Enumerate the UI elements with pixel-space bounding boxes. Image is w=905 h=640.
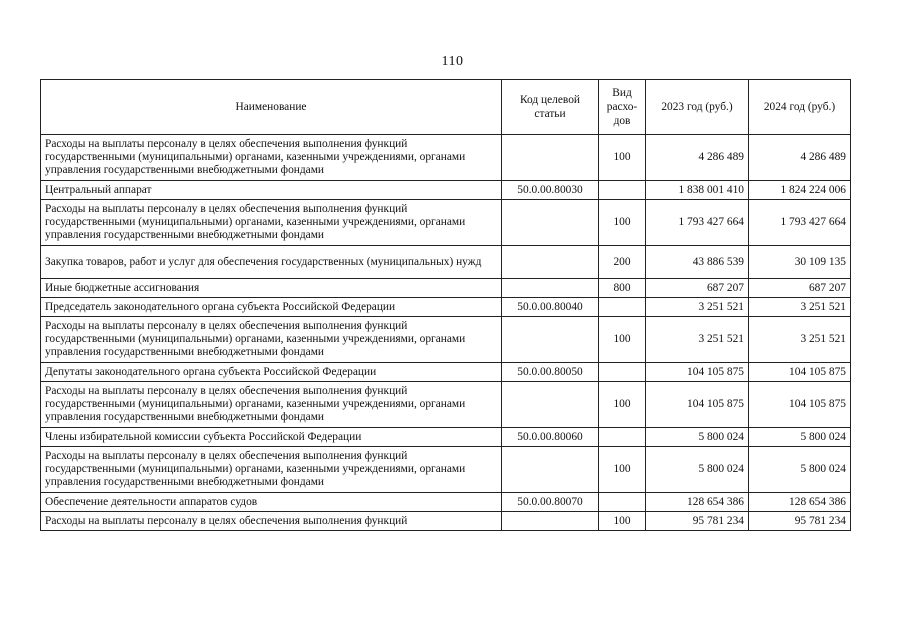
page-number: 110 (441, 54, 464, 69)
row-type: 800 (599, 279, 646, 298)
table-row (41, 135, 851, 181)
row-name: Расходы на выплаты персоналу в целях обеспечения выполнения функций государственными (муниципальными) органами, казенными учреждениями, органами управления государственными внебюджетными фондами (41, 317, 502, 363)
table-row (41, 382, 851, 428)
row-type: 100 (599, 135, 646, 181)
row-code (502, 447, 599, 493)
row-value-2024: 30 109 135 (749, 246, 851, 279)
table-row (41, 181, 851, 200)
row-code: 50.0.00.80050 (502, 363, 599, 382)
row-name: Председатель законодательного органа субъекта Российской Федерации (41, 298, 502, 317)
row-value-2023: 4 286 489 (646, 135, 749, 181)
row-code (502, 512, 599, 531)
table-row (41, 317, 851, 363)
row-name: Депутаты законодательного органа субъекта Российской Федерации (41, 363, 502, 382)
row-code (502, 246, 599, 279)
row-value-2023: 104 105 875 (646, 363, 749, 382)
header-type: Вид расхо-дов (599, 80, 646, 135)
row-type (599, 428, 646, 447)
row-name: Члены избирательной комиссии субъекта Российской Федерации (41, 428, 502, 447)
row-type (599, 181, 646, 200)
row-name: Закупка товаров, работ и услуг для обеспечения государственных (муниципальных) нужд (41, 246, 502, 279)
row-value-2024: 128 654 386 (749, 493, 851, 512)
header-code: Код целевой статьи (502, 80, 599, 135)
table-row (41, 298, 851, 317)
row-code (502, 279, 599, 298)
header-name: Наименование (41, 80, 502, 135)
row-value-2023: 128 654 386 (646, 493, 749, 512)
table-row (41, 363, 851, 382)
row-value-2024: 1 824 224 006 (749, 181, 851, 200)
row-code (502, 200, 599, 246)
header-2024: 2024 год (руб.) (749, 80, 851, 135)
row-type: 100 (599, 382, 646, 428)
row-value-2023: 5 800 024 (646, 447, 749, 493)
row-name: Расходы на выплаты персоналу в целях обеспечения выполнения функций государственными (муниципальными) органами, казенными учреждениями, органами управления государственными внебюджетными фондами (41, 200, 502, 246)
table-row (41, 279, 851, 298)
row-name: Расходы на выплаты персоналу в целях обеспечения выполнения функций государственными (муниципальными) органами, казенными учреждениями, органами управления государственными внебюджетными фондами (41, 447, 502, 493)
row-value-2024: 5 800 024 (749, 428, 851, 447)
row-code: 50.0.00.80040 (502, 298, 599, 317)
table-row (41, 493, 851, 512)
row-value-2023: 43 886 539 (646, 246, 749, 279)
row-value-2024: 4 286 489 (749, 135, 851, 181)
row-type: 200 (599, 246, 646, 279)
row-value-2024: 3 251 521 (749, 317, 851, 363)
row-name: Иные бюджетные ассигнования (41, 279, 502, 298)
row-type (599, 493, 646, 512)
header-2023: 2023 год (руб.) (646, 80, 749, 135)
table-row (41, 428, 851, 447)
row-value-2024: 5 800 024 (749, 447, 851, 493)
row-value-2023: 5 800 024 (646, 428, 749, 447)
row-name: Расходы на выплаты персоналу в целях обеспечения выполнения функций государственными (муниципальными) органами, казенными учреждениями, органами управления государственными внебюджетными фондами (41, 135, 502, 181)
row-type: 100 (599, 317, 646, 363)
row-value-2024: 687 207 (749, 279, 851, 298)
row-code (502, 317, 599, 363)
table-row (41, 246, 851, 279)
row-value-2023: 3 251 521 (646, 298, 749, 317)
row-code: 50.0.00.80070 (502, 493, 599, 512)
row-code: 50.0.00.80030 (502, 181, 599, 200)
table-header-row (41, 80, 851, 135)
row-value-2024: 104 105 875 (749, 363, 851, 382)
row-value-2023: 687 207 (646, 279, 749, 298)
row-name: Расходы на выплаты персоналу в целях обеспечения выполнения функций государственными (муниципальными) органами, казенными учреждениями, органами управления государственными внебюджетными фондами (41, 382, 502, 428)
table-row (41, 512, 851, 531)
budget-table (40, 79, 851, 531)
row-value-2023: 3 251 521 (646, 317, 749, 363)
row-name: Обеспечение деятельности аппаратов судов (41, 493, 502, 512)
row-type (599, 298, 646, 317)
row-name: Центральный аппарат (41, 181, 502, 200)
row-type: 100 (599, 512, 646, 531)
row-value-2024: 104 105 875 (749, 382, 851, 428)
row-value-2023: 1 838 001 410 (646, 181, 749, 200)
row-type (599, 363, 646, 382)
row-code (502, 135, 599, 181)
table-row (41, 447, 851, 493)
row-code: 50.0.00.80060 (502, 428, 599, 447)
row-name: Расходы на выплаты персоналу в целях обеспечения выполнения функций (41, 512, 502, 531)
row-value-2023: 104 105 875 (646, 382, 749, 428)
row-type: 100 (599, 200, 646, 246)
row-value-2023: 95 781 234 (646, 512, 749, 531)
row-value-2024: 1 793 427 664 (749, 200, 851, 246)
row-code (502, 382, 599, 428)
row-value-2024: 3 251 521 (749, 298, 851, 317)
row-type: 100 (599, 447, 646, 493)
table-row (41, 200, 851, 246)
row-value-2023: 1 793 427 664 (646, 200, 749, 246)
row-value-2024: 95 781 234 (749, 512, 851, 531)
